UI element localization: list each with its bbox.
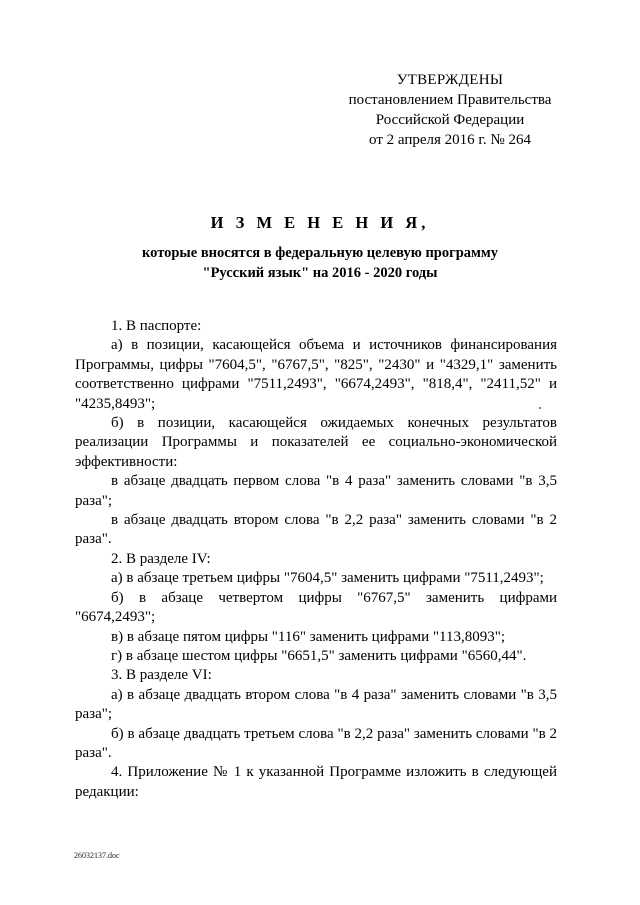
paragraph-4: в абзаце двадцать первом слова "в 4 раза" заменить словами "в 3,5 раза"; bbox=[75, 473, 557, 509]
paragraph-6: 2. В разделе IV: bbox=[111, 550, 211, 567]
approval-block bbox=[330, 70, 570, 150]
footer-filename: 26032137.doc bbox=[74, 851, 120, 860]
heading-subtitle-line-2: "Русский язык" на 2016 - 2020 годы bbox=[202, 265, 438, 281]
paragraph-12: а) в абзаце двадцать втором слова "в 4 раза" заменить словами "в 3,5 раза"; bbox=[75, 686, 557, 723]
paragraph-7: а) в абзаце третьем цифры "7604,5" заменить цифрами "7511,2493"; bbox=[111, 570, 544, 587]
paragraph-9: в) в абзаце пятом цифры "116" заменить цифрами "113,8093"; bbox=[111, 628, 505, 645]
paragraph-11: 3. В разделе VI: bbox=[111, 667, 212, 684]
paragraph-5: в абзаце двадцать втором слова "в 2,2 раза" заменить словами "в 2 раза". bbox=[75, 512, 557, 548]
approval-line-3: Российской Федерации bbox=[375, 112, 525, 128]
heading-title: И З М Е Н Е Н И Я, bbox=[210, 213, 430, 232]
paragraph-8: б) в абзаце четвертом цифры "6767,5" заменить цифрами "6674,2493"; bbox=[75, 589, 557, 626]
document-body bbox=[75, 317, 557, 802]
paragraph-14: 4. Приложение № 1 к указанной Программе изложить в следующей редакции: bbox=[75, 764, 557, 800]
approval-line-4: от 2 апреля 2016 г. № 264 bbox=[369, 132, 531, 148]
paragraph-1: 1. В паспорте: bbox=[111, 318, 202, 334]
scan-speck bbox=[539, 407, 541, 409]
document-heading bbox=[60, 213, 580, 283]
approval-title: УТВЕРЖДЕНЫ bbox=[396, 72, 504, 88]
paragraph-3: б) в позиции, касающейся ожидаемых конечных результатов реализации Программы и показателей ее социально-экономической эффективности: bbox=[75, 415, 557, 470]
paragraph-13: б) в абзаце двадцать третьем слова "в 2,2 раза" заменить словами "в 2 раза". bbox=[75, 725, 557, 761]
heading-subtitle-line-1: которые вносятся в федеральную целевую программу bbox=[141, 245, 499, 261]
paragraph-2: а) в позиции, касающейся объема и источников финансирования Программы, цифры "7604,5", "6767,5", "825", "2430" и "4329,1" заменить соответственно цифрами "7511,2493", "6674,2493", "818,4", "2411,52" и "4235,8493"; bbox=[75, 337, 557, 412]
approval-line-2: постановлением Правительства bbox=[348, 92, 552, 108]
paragraph-10: г) в абзаце шестом цифры "6651,5" заменить цифрами "6560,44". bbox=[111, 647, 527, 664]
